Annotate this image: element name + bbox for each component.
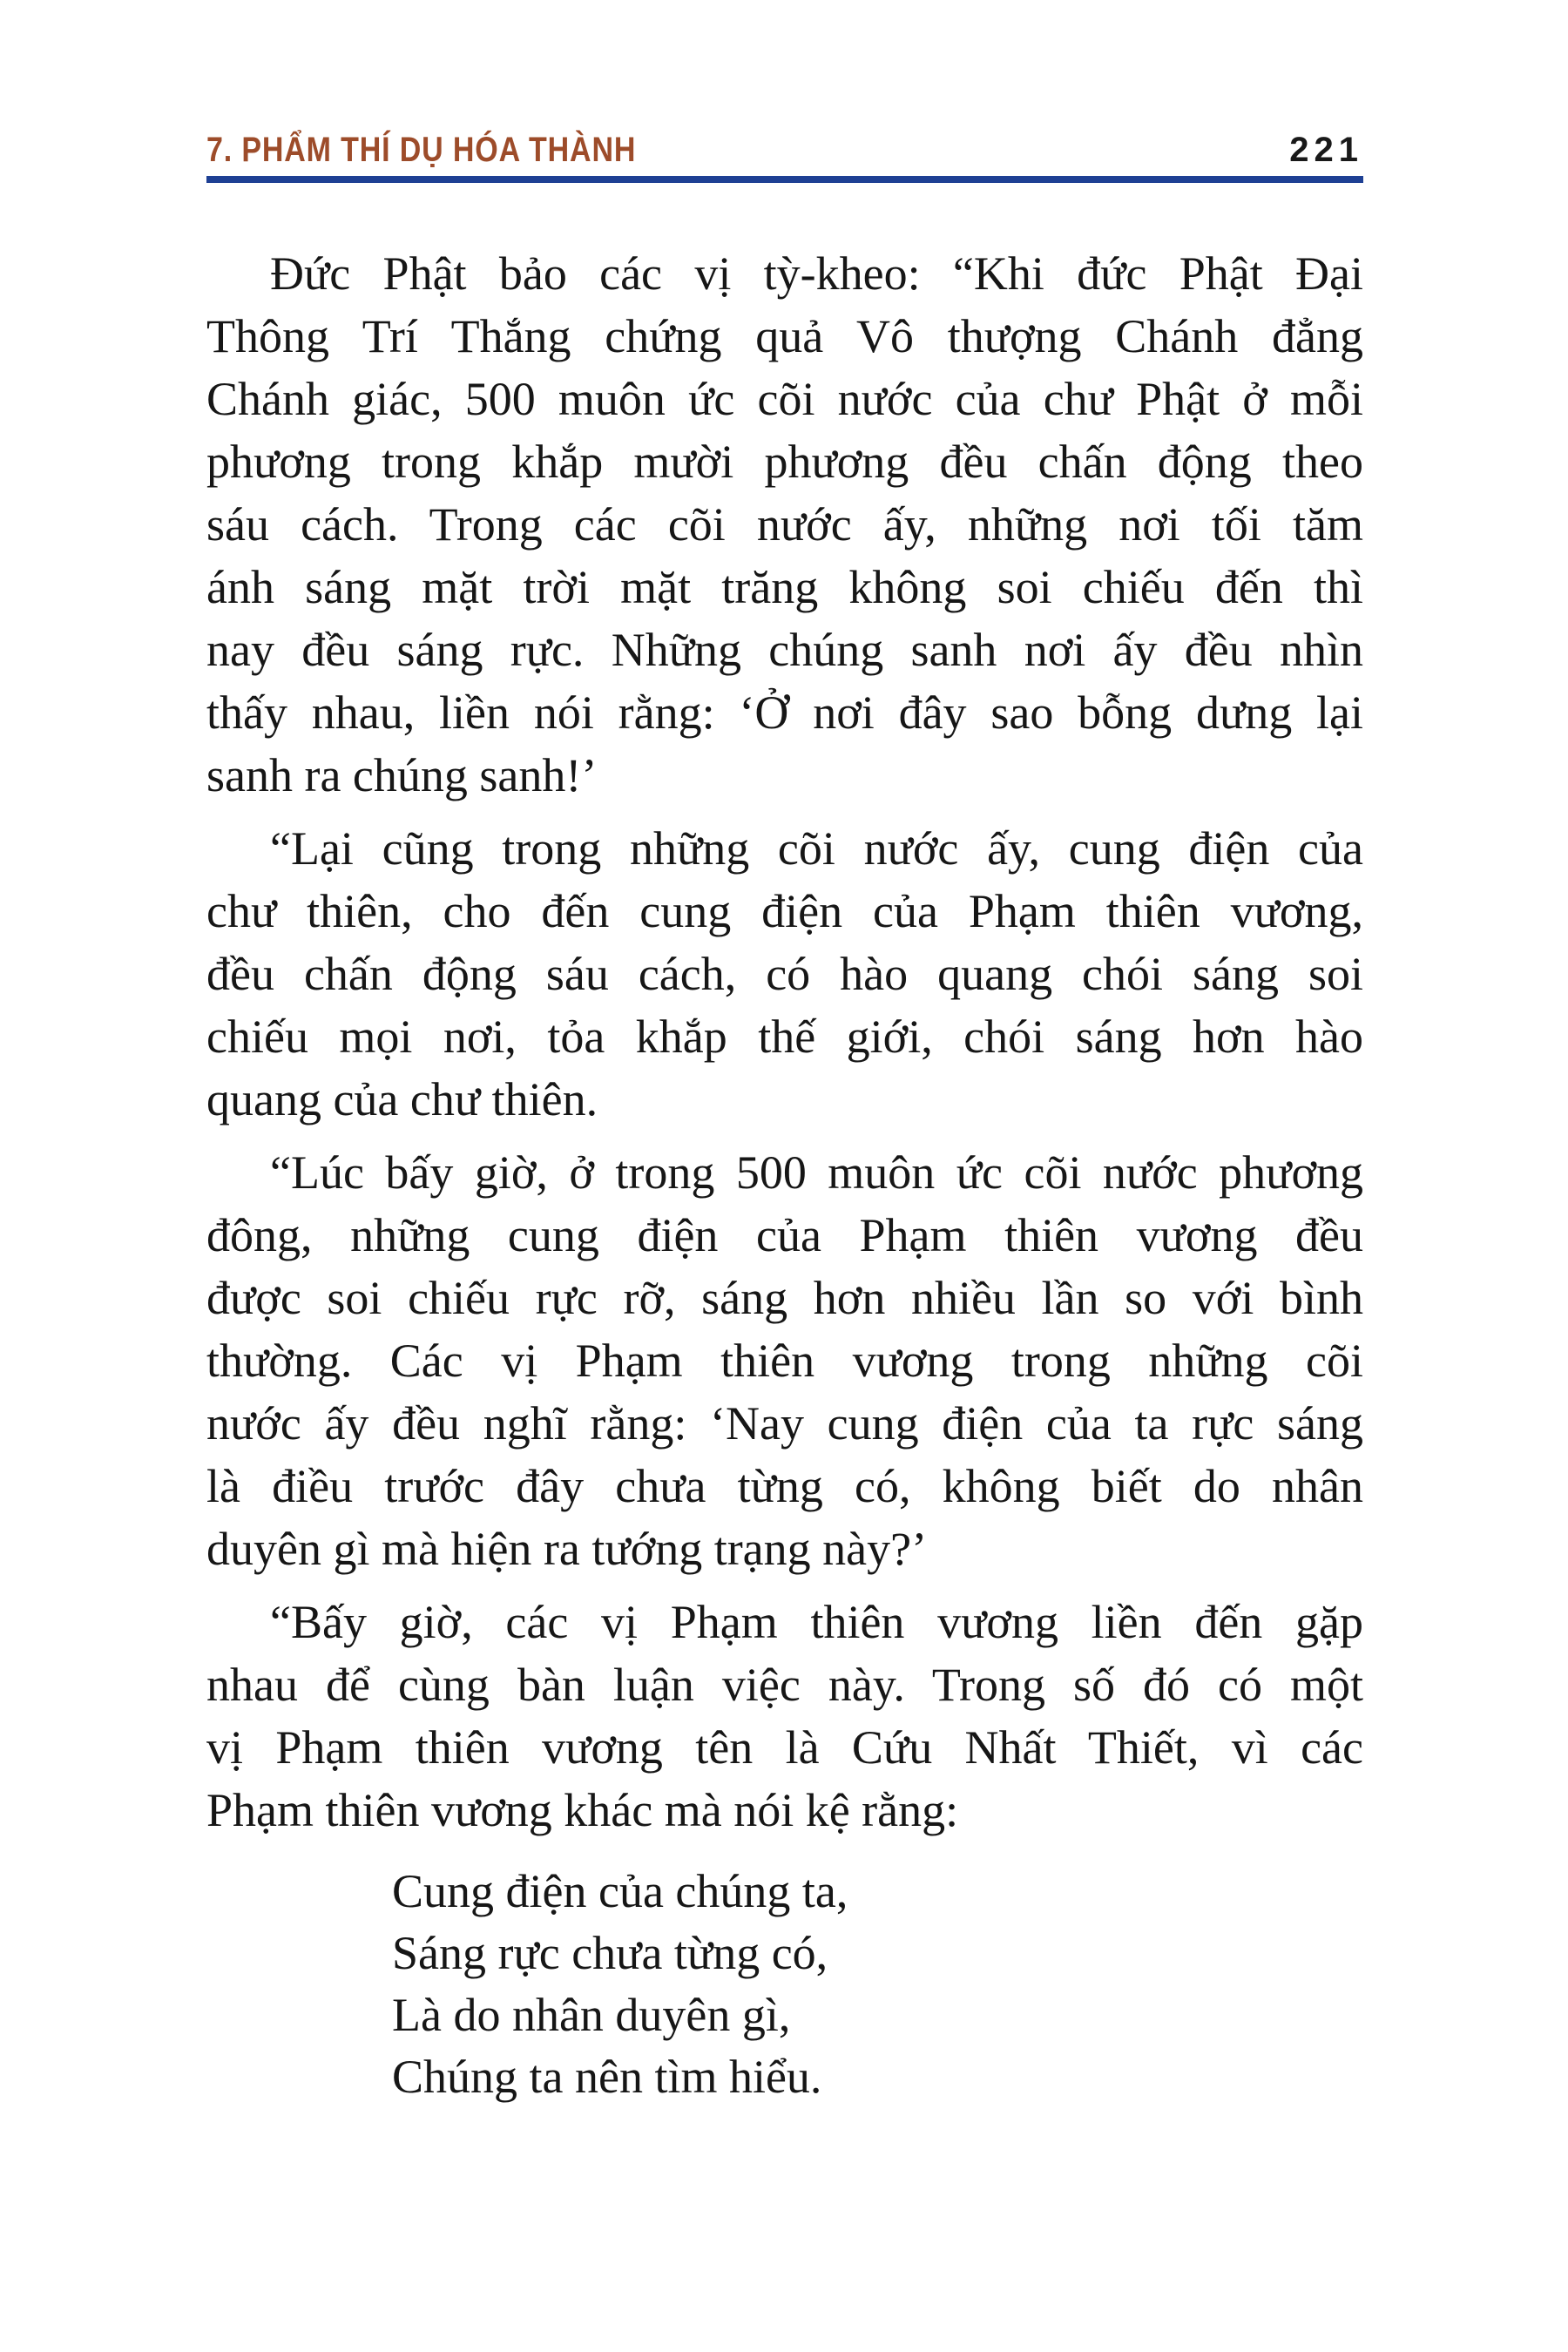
page-number: 221 bbox=[1289, 131, 1363, 169]
page-header bbox=[206, 131, 1363, 170]
text-line: Cung điện của chúng ta, bbox=[392, 1865, 848, 1917]
text-line: phương trong khắp mười phương đều chấn động theo bbox=[206, 436, 1363, 488]
text-line: “Lại cũng trong những cõi nước ấy, cung điện của bbox=[270, 822, 1363, 875]
paragraph bbox=[206, 1591, 1363, 1842]
text-line: sanh ra chúng sanh!’ bbox=[206, 749, 598, 801]
text-line: Phạm thiên vương khác mà nói kệ rằng: bbox=[206, 1784, 959, 1836]
text-line: nay đều sáng rực. Những chúng sanh nơi ấy đều nhìn bbox=[206, 624, 1363, 676]
text-line: duyên gì mà hiện ra tướng trạng này?’ bbox=[206, 1523, 928, 1575]
text-line: thường. Các vị Phạm thiên vương trong những cõi bbox=[206, 1335, 1363, 1387]
text-line: chiếu mọi nơi, tỏa khắp thế giới, chói sáng hơn hào bbox=[206, 1010, 1363, 1063]
text-line: Là do nhân duyên gì, bbox=[392, 1989, 791, 2041]
paragraph bbox=[206, 242, 1363, 807]
text-line: ánh sáng mặt trời mặt trăng không soi chiếu đến thì bbox=[206, 561, 1363, 613]
text-line: Đức Phật bảo các vị tỳ-kheo: “Khi đức Phật Đại bbox=[270, 247, 1363, 300]
page-content bbox=[206, 0, 1363, 2108]
text-line: là điều trước đây chưa từng có, không biết do nhân bbox=[206, 1460, 1363, 1512]
paragraph bbox=[206, 1141, 1363, 1580]
text-line: đông, những cung điện của Phạm thiên vương đều bbox=[206, 1209, 1363, 1261]
text-line: Chúng ta nên tìm hiểu. bbox=[392, 2051, 822, 2103]
text-line: sáu cách. Trong các cõi nước ấy, những nơi tối tăm bbox=[206, 498, 1363, 551]
text-line: Thông Trí Thắng chứng quả Vô thượng Chánh đẳng bbox=[206, 310, 1363, 362]
text-line: vị Phạm thiên vương tên là Cứu Nhất Thiết, vì các bbox=[206, 1721, 1363, 1774]
text-line: nhau để cùng bàn luận việc này. Trong số đó có một bbox=[206, 1659, 1363, 1711]
text-line: Chánh giác, 500 muôn ức cõi nước của chư Phật ở mỗi bbox=[206, 373, 1363, 425]
paragraph bbox=[206, 817, 1363, 1131]
text-line: nước ấy đều nghĩ rằng: ‘Nay cung điện của ta rực sáng bbox=[206, 1397, 1363, 1450]
body-text bbox=[206, 242, 1363, 2108]
chapter-title: 7. PHẨM THÍ DỤ HÓA THÀNH bbox=[206, 131, 637, 169]
text-line: quang của chư thiên. bbox=[206, 1073, 598, 1125]
text-line: thấy nhau, liền nói rằng: ‘Ở nơi đây sao bỗng dưng lại bbox=[206, 686, 1363, 739]
header-rule bbox=[206, 176, 1363, 183]
text-line: Sáng rực chưa từng có, bbox=[392, 1927, 828, 1979]
text-line: được soi chiếu rực rỡ, sáng hơn nhiều lần so với bình bbox=[206, 1272, 1363, 1324]
verse bbox=[392, 1861, 1363, 2108]
text-line: chư thiên, cho đến cung điện của Phạm thiên vương, bbox=[206, 885, 1363, 937]
text-line: “Bấy giờ, các vị Phạm thiên vương liền đến gặp bbox=[270, 1596, 1363, 1648]
text-line: “Lúc bấy giờ, ở trong 500 muôn ức cõi nước phương bbox=[270, 1146, 1363, 1199]
text-line: đều chấn động sáu cách, có hào quang chói sáng soi bbox=[206, 948, 1363, 1000]
